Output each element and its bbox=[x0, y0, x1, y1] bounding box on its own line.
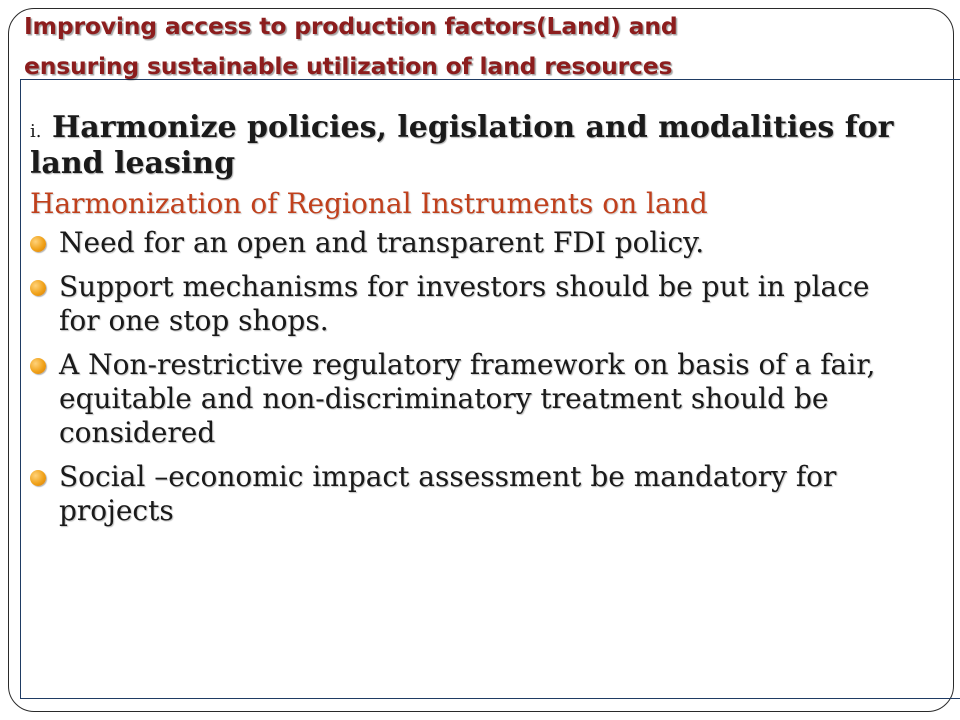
bullet-item bbox=[30, 460, 935, 528]
bullet-line: for one stop shops. bbox=[59, 304, 329, 337]
bullet-dot-icon bbox=[30, 236, 46, 252]
subheading-line-2: land leasing bbox=[30, 146, 236, 181]
bullet-dot-icon bbox=[30, 280, 46, 296]
bullet-item bbox=[30, 270, 935, 338]
bullet-list bbox=[30, 226, 935, 528]
bullet-dot-icon bbox=[30, 358, 46, 374]
bullet-line: projects bbox=[59, 494, 174, 527]
subheading bbox=[30, 112, 935, 180]
slide-title-line-1: Improving access to production factors(Land) and bbox=[24, 12, 678, 40]
bullet-line: A Non-restrictive regulatory framework on basis of a fair, bbox=[59, 348, 876, 381]
slide-title-line-2: ensuring sustainable utilization of land resources bbox=[24, 52, 673, 80]
bullet-dot-icon bbox=[30, 470, 46, 486]
bullet-line: Social –economic impact assessment be mandatory for bbox=[59, 460, 837, 493]
slide-content bbox=[30, 112, 935, 538]
subheading-line-1 bbox=[30, 112, 935, 148]
bullet-item bbox=[30, 348, 935, 450]
subheading-number: i. bbox=[30, 121, 42, 142]
bullet-line: equitable and non-discriminatory treatment should be bbox=[59, 382, 829, 415]
bullet-line: Need for an open and transparent FDI policy. bbox=[59, 226, 705, 259]
bullet-item bbox=[30, 226, 935, 260]
section-title: Harmonization of Regional Instruments on land bbox=[30, 187, 708, 220]
subheading-text-1: Harmonize policies, legislation and modalities for bbox=[51, 110, 894, 145]
bullet-line: considered bbox=[59, 416, 216, 449]
bullet-line: Support mechanisms for investors should be put in place bbox=[59, 270, 870, 303]
slide-title bbox=[24, 6, 924, 86]
